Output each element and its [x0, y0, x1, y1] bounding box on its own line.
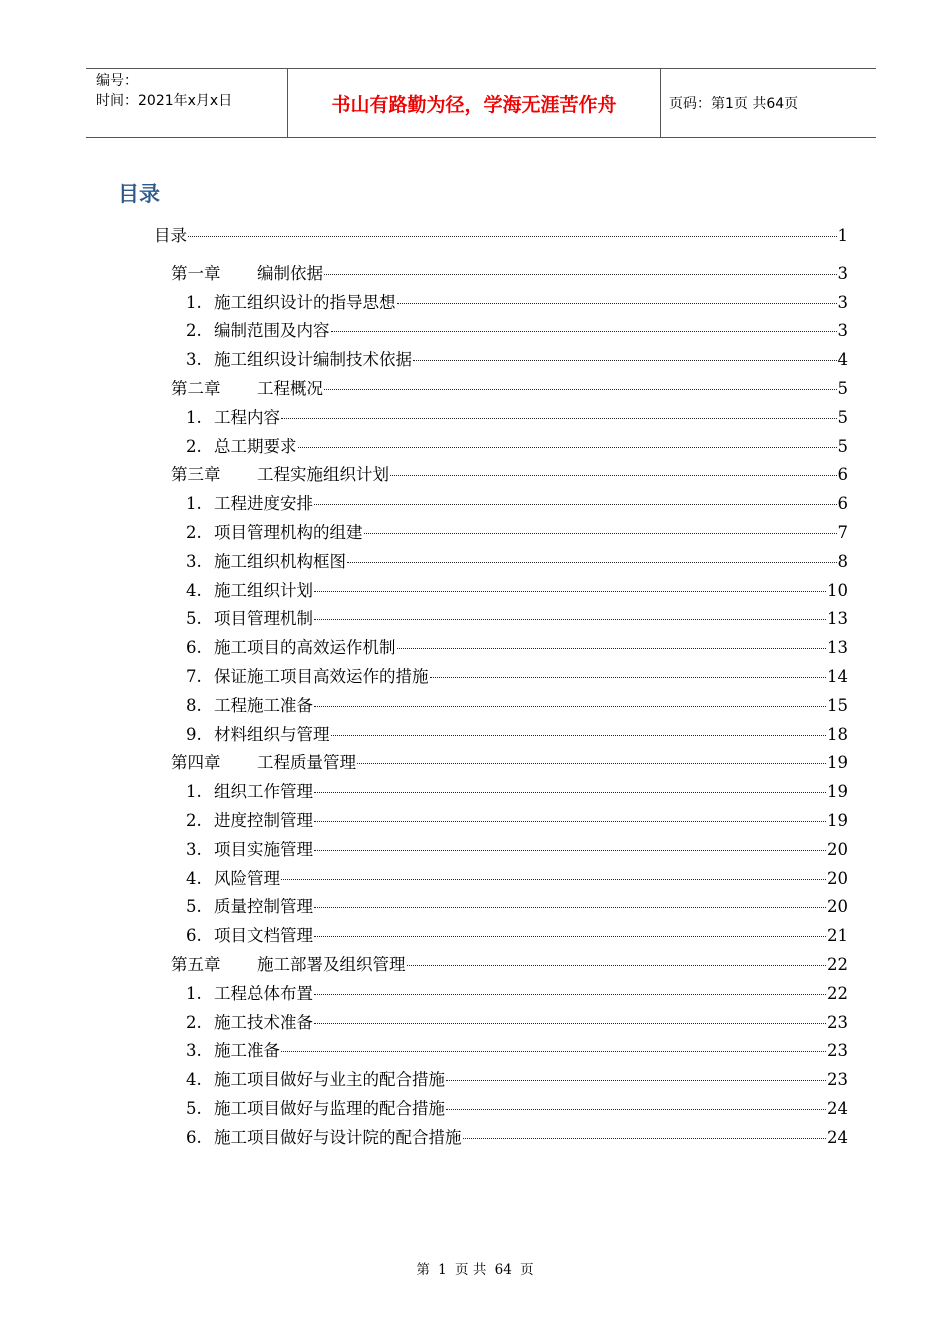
toc-entry[interactable]	[186, 1009, 848, 1033]
toc-heading: 目录	[118, 182, 160, 206]
toc-entry[interactable]	[171, 749, 848, 773]
toc-entry-label	[186, 1009, 313, 1033]
toc-entry-title: 工程总体布置	[214, 983, 313, 1003]
toc-entry-number: 3.	[186, 1041, 202, 1061]
header-page-label: 页码：第1页 共64页	[669, 96, 799, 112]
toc-leader-dots	[281, 418, 837, 419]
toc-entry-page: 5	[837, 436, 848, 456]
toc-entry-page: 24	[827, 1127, 848, 1147]
toc-entry-page: 1	[837, 226, 848, 245]
toc-entry-number: 7.	[186, 667, 202, 686]
toc-leader-dots	[281, 879, 826, 880]
toc-entry-label	[154, 222, 187, 246]
toc-leader-dots	[314, 619, 826, 620]
toc-entry[interactable]	[186, 519, 848, 543]
toc-leader-dots	[397, 648, 827, 649]
header-motto: 书山有路勤为径，学海无涯苦作舟	[287, 69, 661, 137]
footer-mid: 页 共	[455, 1262, 487, 1278]
toc-entry[interactable]	[186, 577, 848, 601]
toc-entry-label	[186, 1037, 280, 1061]
toc-entry-label	[186, 663, 429, 687]
toc-entry-number: 3.	[186, 350, 202, 370]
toc-entry-title: 施工组织机构框图	[214, 551, 346, 571]
toc-entry[interactable]	[171, 461, 848, 485]
toc-entry[interactable]	[186, 721, 848, 745]
toc-entry-title: 施工项目的高效运作机制	[214, 638, 396, 658]
toc-entry-page: 21	[827, 926, 848, 946]
toc-entry-label	[186, 577, 313, 601]
toc-leader-dots	[188, 236, 837, 237]
toc-entry-page: 7	[837, 523, 848, 542]
toc-entry-label	[186, 605, 313, 629]
toc-entry-title: 施工项目做好与设计院的配合措施	[214, 1127, 462, 1147]
toc-entry-number: 8.	[186, 695, 202, 715]
header-code-label: 编号：	[96, 73, 138, 89]
toc-entry-number: 2.	[186, 436, 202, 456]
toc-entry-label	[171, 749, 356, 773]
toc-entry-page: 15	[827, 695, 848, 715]
toc-entry-label	[171, 461, 389, 485]
toc-entry-page: 20	[827, 897, 848, 917]
toc-leader-dots	[314, 792, 826, 793]
toc-entry-page: 23	[827, 1012, 848, 1032]
toc-entry-page: 6	[837, 465, 848, 485]
toc-entry-page: 20	[827, 839, 848, 859]
toc-entry-label	[171, 951, 406, 975]
toc-entry-label	[171, 375, 323, 399]
toc-entry-title: 项目实施管理	[214, 839, 313, 859]
toc-entry[interactable]	[186, 1095, 848, 1119]
toc-entry-label	[186, 548, 346, 572]
toc-entry-number: 2.	[186, 1012, 202, 1032]
toc-entry-label	[186, 1066, 445, 1090]
toc-leader-dots	[314, 907, 826, 908]
toc-entry[interactable]	[186, 289, 848, 313]
toc-entry-label	[171, 260, 323, 284]
toc-entry-page: 3	[837, 321, 848, 341]
toc-entry-number: 1.	[186, 407, 202, 427]
toc-entry[interactable]	[186, 634, 848, 658]
toc-entry-number: 2.	[186, 321, 202, 341]
toc-entry-number: 1.	[186, 292, 202, 312]
toc-entry-title: 编制依据	[257, 263, 323, 283]
toc-entry-page: 18	[827, 724, 848, 744]
toc-entry[interactable]	[186, 1124, 848, 1148]
toc-entry-title: 项目管理机制	[214, 609, 313, 629]
toc-leader-dots	[298, 447, 837, 448]
toc-leader-dots	[331, 735, 827, 736]
toc-entry[interactable]	[186, 1066, 848, 1090]
toc-entry[interactable]	[186, 404, 848, 428]
toc-entry-title: 工程实施组织计划	[257, 465, 389, 485]
toc-entry[interactable]	[186, 692, 848, 716]
toc-leader-dots	[314, 850, 826, 851]
toc-entry[interactable]	[186, 433, 848, 457]
toc-entry-label	[186, 634, 396, 658]
toc-entry-title: 施工组织计划	[214, 580, 313, 600]
toc-entry-chapter: 第三章	[171, 465, 221, 485]
toc-entry-title: 材料组织与管理	[214, 724, 330, 744]
toc-entry-number: 5.	[186, 609, 202, 629]
footer-prefix: 第	[416, 1262, 430, 1278]
toc-leader-dots	[463, 1138, 827, 1139]
toc-entry-number: 4.	[186, 868, 202, 888]
toc-entry-title: 施工组织设计编制技术依据	[214, 350, 412, 370]
toc-entry-number: 4.	[186, 580, 202, 600]
toc-entry-title: 施工技术准备	[214, 1012, 313, 1032]
toc-entry-label	[186, 519, 363, 543]
toc-leader-dots	[446, 1080, 826, 1081]
toc-entry-chapter: 第五章	[171, 955, 221, 974]
header-meta	[86, 69, 287, 137]
toc-entry-page: 24	[827, 1099, 848, 1118]
toc-leader-dots	[446, 1109, 826, 1110]
toc-entry-page: 6	[837, 494, 848, 514]
toc-entry-title: 施工部署及组织管理	[257, 955, 406, 974]
toc-entry[interactable]	[186, 980, 848, 1004]
toc-entry-page: 22	[827, 955, 848, 974]
toc-entry[interactable]	[171, 260, 848, 284]
toc-entry[interactable]	[186, 663, 848, 687]
toc-entry-label	[186, 692, 313, 716]
toc-entry-page: 5	[837, 379, 848, 398]
toc-entry[interactable]	[186, 548, 848, 572]
toc-entry-title: 质量控制管理	[214, 897, 313, 917]
toc-leader-dots	[314, 591, 826, 592]
toc-entry-title: 目录	[154, 226, 187, 245]
toc-entry-label	[186, 721, 330, 745]
toc-entry[interactable]	[186, 807, 848, 831]
toc-entry-label	[186, 317, 330, 341]
toc-entry-label	[186, 778, 313, 802]
toc-entry-number: 5.	[186, 897, 202, 917]
toc-entry-title: 施工组织设计的指导思想	[214, 292, 396, 312]
toc-entry-label	[186, 807, 313, 831]
toc-entry-number: 2.	[186, 811, 202, 830]
page-footer	[0, 1258, 950, 1278]
toc-entry-page: 13	[827, 609, 848, 629]
toc-entry-label	[186, 404, 280, 428]
document-header	[86, 68, 876, 138]
toc-leader-dots	[324, 389, 837, 390]
toc-leader-dots	[314, 936, 826, 937]
toc-entry[interactable]	[171, 375, 848, 399]
toc-entry-number: 6.	[186, 638, 202, 658]
toc-entry-title: 保证施工项目高效运作的措施	[214, 667, 429, 686]
toc-entry-title: 工程概况	[257, 379, 323, 398]
toc-entry-title: 施工项目做好与业主的配合措施	[214, 1070, 445, 1090]
toc-entry-page: 23	[827, 1041, 848, 1061]
toc-entry[interactable]	[186, 836, 848, 860]
toc-entry-number: 4.	[186, 1070, 202, 1090]
toc-entry-title: 项目文档管理	[214, 926, 313, 946]
toc-entry-chapter: 第二章	[171, 379, 221, 398]
toc-leader-dots	[347, 562, 837, 563]
toc-leader-dots	[314, 994, 826, 995]
toc-leader-dots	[413, 360, 837, 361]
footer-total-pages: 64	[494, 1262, 512, 1278]
toc-entry-page: 13	[827, 638, 848, 658]
toc-entry-page: 10	[827, 580, 848, 600]
toc-entry-title: 施工项目做好与监理的配合措施	[214, 1099, 445, 1118]
toc-entry-label	[186, 865, 280, 889]
toc-entry-title: 编制范围及内容	[214, 321, 330, 341]
toc-entry-page: 3	[837, 292, 848, 312]
toc-entry-page: 19	[827, 753, 848, 773]
toc-entry-number: 1.	[186, 782, 202, 802]
toc-entry-number: 3.	[186, 551, 202, 571]
toc-entry-number: 6.	[186, 926, 202, 946]
header-time-label: 时间：2021年x月x日	[96, 93, 233, 109]
toc-leader-dots	[314, 1023, 826, 1024]
toc-leader-dots	[314, 821, 826, 822]
toc-leader-dots	[324, 274, 837, 275]
toc-leader-dots	[407, 965, 827, 966]
toc-entry[interactable]	[186, 922, 848, 946]
toc-leader-dots	[390, 475, 837, 476]
toc-entry-page: 3	[837, 263, 848, 283]
toc-entry-label	[186, 922, 313, 946]
toc-entry-label	[186, 836, 313, 860]
footer-suffix: 页	[520, 1262, 534, 1278]
toc-entry[interactable]	[186, 605, 848, 629]
toc-entry-page: 4	[837, 350, 848, 370]
toc-entry-number: 3.	[186, 839, 202, 859]
toc-entry-number: 1.	[186, 983, 202, 1003]
toc-entry[interactable]	[186, 778, 848, 802]
toc-entry-title: 组织工作管理	[214, 782, 313, 802]
toc-entry-title: 总工期要求	[214, 436, 297, 456]
toc-leader-dots	[357, 763, 826, 764]
toc-leader-dots	[314, 504, 837, 505]
toc-leader-dots	[314, 706, 826, 707]
toc-entry-number: 2.	[186, 523, 202, 542]
toc-entry-label	[186, 490, 313, 514]
toc-entry-page: 23	[827, 1070, 848, 1090]
toc-entry[interactable]	[186, 490, 848, 514]
toc-entry-title: 工程质量管理	[257, 753, 356, 773]
footer-current-page: 1	[438, 1262, 447, 1278]
toc-entry-title: 工程进度安排	[214, 494, 313, 514]
toc-entry-title: 风险管理	[214, 868, 280, 888]
toc-entry[interactable]	[186, 865, 848, 889]
toc-entry-page: 5	[837, 407, 848, 427]
toc-leader-dots	[397, 303, 837, 304]
toc-entry-label	[186, 980, 313, 1004]
toc-entry[interactable]	[186, 346, 848, 370]
toc-entry[interactable]	[186, 893, 848, 917]
toc-entry-title: 工程内容	[214, 407, 280, 427]
toc-entry-title: 项目管理机构的组建	[214, 523, 363, 542]
toc-leader-dots	[281, 1051, 826, 1052]
toc-entry-label	[186, 433, 297, 457]
toc-leader-dots	[430, 677, 827, 678]
toc-entry-page: 20	[827, 868, 848, 888]
toc-entry-number: 9.	[186, 724, 202, 744]
toc-entry-label	[186, 893, 313, 917]
toc-entry-title: 工程施工准备	[214, 695, 313, 715]
toc-entry-title: 进度控制管理	[214, 811, 313, 830]
toc-entry-page: 8	[837, 551, 848, 571]
toc-entry-page: 19	[827, 811, 848, 830]
toc-entry[interactable]	[186, 317, 848, 341]
toc-entry-chapter: 第四章	[171, 753, 221, 773]
toc-leader-dots	[364, 533, 837, 534]
toc-entry-page: 19	[827, 782, 848, 802]
toc-entry[interactable]	[186, 1037, 848, 1061]
toc-entry-label	[186, 1124, 462, 1148]
toc-entry-label	[186, 1095, 445, 1119]
toc-leader-dots	[331, 331, 837, 332]
toc-entry-number: 6.	[186, 1127, 202, 1147]
toc-entry-label	[186, 346, 412, 370]
toc-entry-label	[186, 289, 396, 313]
toc-entry-chapter: 第一章	[171, 263, 221, 283]
toc-entry-number: 1.	[186, 494, 202, 514]
toc-entry-page: 22	[827, 983, 848, 1003]
toc-entry-title: 施工准备	[214, 1041, 280, 1061]
toc-entry[interactable]	[171, 951, 848, 975]
toc-entry-page: 14	[827, 667, 848, 686]
toc-entry[interactable]	[154, 222, 848, 246]
toc-entry-number: 5.	[186, 1099, 202, 1118]
